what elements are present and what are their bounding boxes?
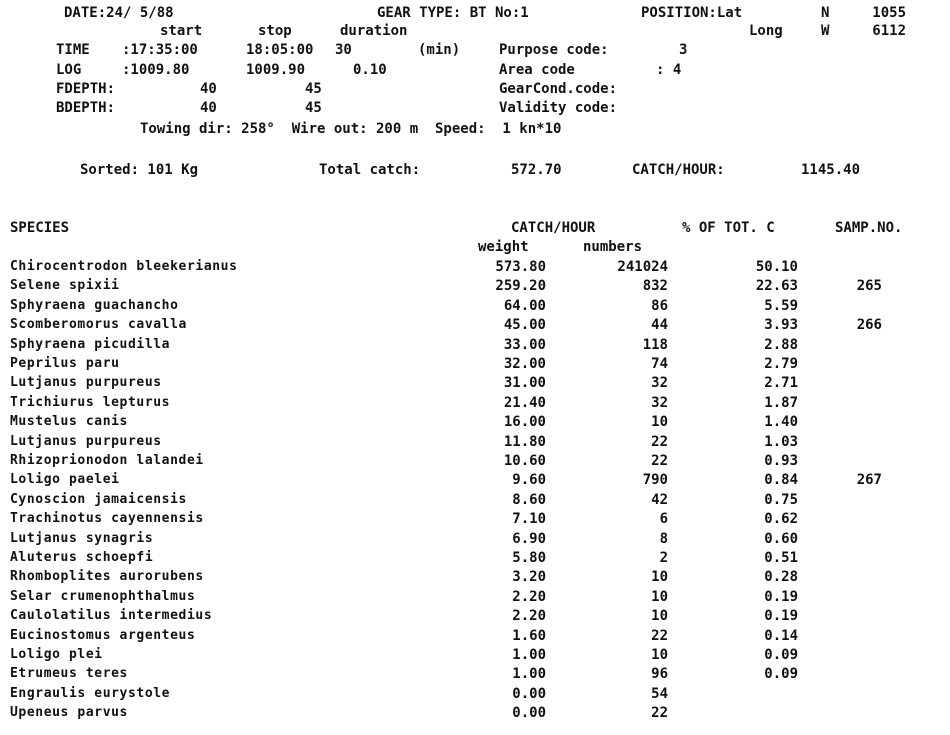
time-start: :17:35:00 bbox=[122, 42, 198, 58]
species-name: Scomberomorus cavalla bbox=[10, 317, 187, 332]
weight-value: 6.90 bbox=[512, 531, 546, 547]
numbers-value: 10 bbox=[651, 569, 668, 585]
weight-value: 2.20 bbox=[512, 608, 546, 624]
species-name: Engraulis eurystole bbox=[10, 686, 171, 701]
time-duration: 30 bbox=[335, 42, 352, 58]
catch-hour-column-header: CATCH/HOUR bbox=[511, 220, 596, 236]
species-name: Peprilus paru bbox=[10, 356, 120, 371]
percent-value: 0.19 bbox=[764, 589, 798, 605]
weight-value: 32.00 bbox=[503, 356, 546, 372]
percent-column-header: % OF TOT. C bbox=[682, 220, 775, 236]
numbers-value: 10 bbox=[651, 608, 668, 624]
numbers-value: 22 bbox=[651, 434, 668, 450]
long-label: Long bbox=[749, 23, 783, 39]
percent-value: 0.84 bbox=[764, 472, 798, 488]
numbers-value: 42 bbox=[651, 492, 668, 508]
numbers-value: 790 bbox=[642, 472, 668, 488]
species-name: Chirocentrodon bleekerianus bbox=[10, 259, 238, 274]
col-start-label: start bbox=[160, 23, 203, 39]
percent-value: 0.09 bbox=[764, 647, 798, 663]
catch-per-hour-value: 1145.40 bbox=[801, 162, 861, 178]
species-name: Lutjanus purpureus bbox=[10, 434, 162, 449]
time-label: TIME bbox=[56, 42, 90, 58]
time-unit: (min) bbox=[418, 42, 461, 58]
percent-value: 1.40 bbox=[764, 414, 798, 430]
lat-direction: N bbox=[821, 5, 830, 21]
weight-value: 21.40 bbox=[503, 395, 546, 411]
percent-value: 0.28 bbox=[764, 569, 798, 585]
percent-value: 2.88 bbox=[764, 337, 798, 353]
numbers-value: 10 bbox=[651, 414, 668, 430]
species-name: Rhomboplites aurorubens bbox=[10, 569, 204, 584]
numbers-value: 86 bbox=[651, 298, 668, 314]
fdepth-start: 40 bbox=[200, 81, 217, 97]
col-duration-label: duration bbox=[340, 23, 408, 39]
weight-value: 7.10 bbox=[512, 511, 546, 527]
numbers-subheader: numbers bbox=[583, 239, 643, 255]
fdepth-label: FDEPTH: bbox=[56, 81, 116, 97]
species-name: Rhizoprionodon lalandei bbox=[10, 453, 204, 468]
species-name: Sphyraena picudilla bbox=[10, 337, 171, 352]
numbers-value: 10 bbox=[651, 589, 668, 605]
percent-value: 0.75 bbox=[764, 492, 798, 508]
purpose-code-value: 3 bbox=[679, 42, 688, 58]
numbers-value: 22 bbox=[651, 705, 668, 721]
numbers-value: 118 bbox=[642, 337, 668, 353]
bdepth-start: 40 bbox=[200, 100, 217, 116]
weight-value: 573.80 bbox=[495, 259, 546, 275]
numbers-value: 32 bbox=[651, 395, 668, 411]
species-name: Mustelus canis bbox=[10, 414, 128, 429]
sample-number-value: 267 bbox=[856, 472, 882, 488]
area-code-label: Area code bbox=[499, 62, 575, 78]
purpose-code-label: Purpose code: bbox=[499, 42, 609, 58]
total-catch-label: Total catch: bbox=[319, 162, 421, 178]
species-name: Etrumeus teres bbox=[10, 666, 128, 681]
numbers-value: 10 bbox=[651, 647, 668, 663]
numbers-value: 6 bbox=[659, 511, 668, 527]
bdepth-label: BDEPTH: bbox=[56, 100, 116, 116]
long-value: 6112 bbox=[872, 23, 906, 39]
percent-value: 0.93 bbox=[764, 453, 798, 469]
total-catch-value: 572.70 bbox=[511, 162, 562, 178]
percent-value: 2.79 bbox=[764, 356, 798, 372]
species-column-header: SPECIES bbox=[10, 220, 70, 236]
numbers-value: 22 bbox=[651, 453, 668, 469]
log-difference: 0.10 bbox=[353, 62, 387, 78]
weight-subheader: weight bbox=[478, 239, 529, 255]
weight-value: 11.80 bbox=[503, 434, 546, 450]
percent-value: 0.51 bbox=[764, 550, 798, 566]
percent-value: 0.19 bbox=[764, 608, 798, 624]
species-name: Trichiurus lepturus bbox=[10, 395, 171, 410]
weight-value: 1.60 bbox=[512, 628, 546, 644]
numbers-value: 8 bbox=[659, 531, 668, 547]
species-name: Eucinostomus argenteus bbox=[10, 628, 196, 643]
species-name: Upeneus parvus bbox=[10, 705, 128, 720]
weight-value: 259.20 bbox=[495, 278, 546, 294]
weight-value: 2.20 bbox=[512, 589, 546, 605]
time-stop: 18:05:00 bbox=[246, 42, 314, 58]
weight-value: 9.60 bbox=[512, 472, 546, 488]
long-direction: W bbox=[821, 23, 830, 39]
gearcond-code-label: GearCond.code: bbox=[499, 81, 618, 97]
species-name: Loligo plei bbox=[10, 647, 103, 662]
species-name: Trachinotus cayennensis bbox=[10, 511, 204, 526]
species-name: Sphyraena guachancho bbox=[10, 298, 179, 313]
numbers-value: 74 bbox=[651, 356, 668, 372]
weight-value: 33.00 bbox=[503, 337, 546, 353]
numbers-value: 22 bbox=[651, 628, 668, 644]
numbers-value: 54 bbox=[651, 686, 668, 702]
numbers-value: 832 bbox=[642, 278, 668, 294]
species-name: Cynoscion jamaicensis bbox=[10, 492, 187, 507]
validity-code-label: Validity code: bbox=[499, 100, 618, 116]
weight-value: 45.00 bbox=[503, 317, 546, 333]
species-name: Loligo paelei bbox=[10, 472, 120, 487]
species-name: Lutjanus purpureus bbox=[10, 375, 162, 390]
sample-number-value: 266 bbox=[856, 317, 882, 333]
numbers-value: 96 bbox=[651, 666, 668, 682]
weight-value: 1.00 bbox=[512, 647, 546, 663]
percent-value: 0.14 bbox=[764, 628, 798, 644]
numbers-value: 44 bbox=[651, 317, 668, 333]
sample-number-column-header: SAMP.NO. bbox=[835, 220, 903, 236]
percent-value: 5.59 bbox=[764, 298, 798, 314]
percent-value: 2.71 bbox=[764, 375, 798, 391]
date-field: DATE:24/ 5/88 bbox=[64, 5, 174, 21]
sample-number-value: 265 bbox=[856, 278, 882, 294]
area-code-value: : 4 bbox=[656, 62, 682, 78]
species-name: Caulolatilus intermedius bbox=[10, 608, 213, 623]
percent-value: 0.09 bbox=[764, 666, 798, 682]
log-stop: 1009.90 bbox=[246, 62, 306, 78]
percent-value: 22.63 bbox=[755, 278, 798, 294]
species-name: Lutjanus synagris bbox=[10, 531, 154, 546]
percent-value: 3.93 bbox=[764, 317, 798, 333]
percent-value: 50.10 bbox=[755, 259, 798, 275]
species-name: Aluterus schoepfi bbox=[10, 550, 154, 565]
gear-type-field: GEAR TYPE: BT No:1 bbox=[377, 5, 529, 21]
weight-value: 1.00 bbox=[512, 666, 546, 682]
catch-per-hour-label: CATCH/HOUR: bbox=[632, 162, 725, 178]
percent-value: 0.62 bbox=[764, 511, 798, 527]
fdepth-stop: 45 bbox=[305, 81, 322, 97]
weight-value: 0.00 bbox=[512, 705, 546, 721]
species-name: Selar crumenophthalmus bbox=[10, 589, 196, 604]
weight-value: 8.60 bbox=[512, 492, 546, 508]
towing-info-line: Towing dir: 258° Wire out: 200 m Speed: 1 kn*10 bbox=[140, 121, 562, 137]
weight-value: 16.00 bbox=[503, 414, 546, 430]
bdepth-stop: 45 bbox=[305, 100, 322, 116]
species-name: Selene spixii bbox=[10, 278, 120, 293]
percent-value: 1.87 bbox=[764, 395, 798, 411]
weight-value: 10.60 bbox=[503, 453, 546, 469]
position-lat-label: POSITION:Lat bbox=[641, 5, 743, 21]
weight-value: 3.20 bbox=[512, 569, 546, 585]
col-stop-label: stop bbox=[258, 23, 292, 39]
lat-value: 1055 bbox=[872, 5, 906, 21]
numbers-value: 2 bbox=[659, 550, 668, 566]
percent-value: 0.60 bbox=[764, 531, 798, 547]
log-start: :1009.80 bbox=[122, 62, 190, 78]
percent-value: 1.03 bbox=[764, 434, 798, 450]
numbers-value: 32 bbox=[651, 375, 668, 391]
weight-value: 64.00 bbox=[503, 298, 546, 314]
weight-value: 5.80 bbox=[512, 550, 546, 566]
log-label: LOG bbox=[56, 62, 82, 78]
sorted-weight: Sorted: 101 Kg bbox=[80, 162, 199, 178]
weight-value: 31.00 bbox=[503, 375, 546, 391]
numbers-value: 241024 bbox=[617, 259, 668, 275]
weight-value: 0.00 bbox=[512, 686, 546, 702]
